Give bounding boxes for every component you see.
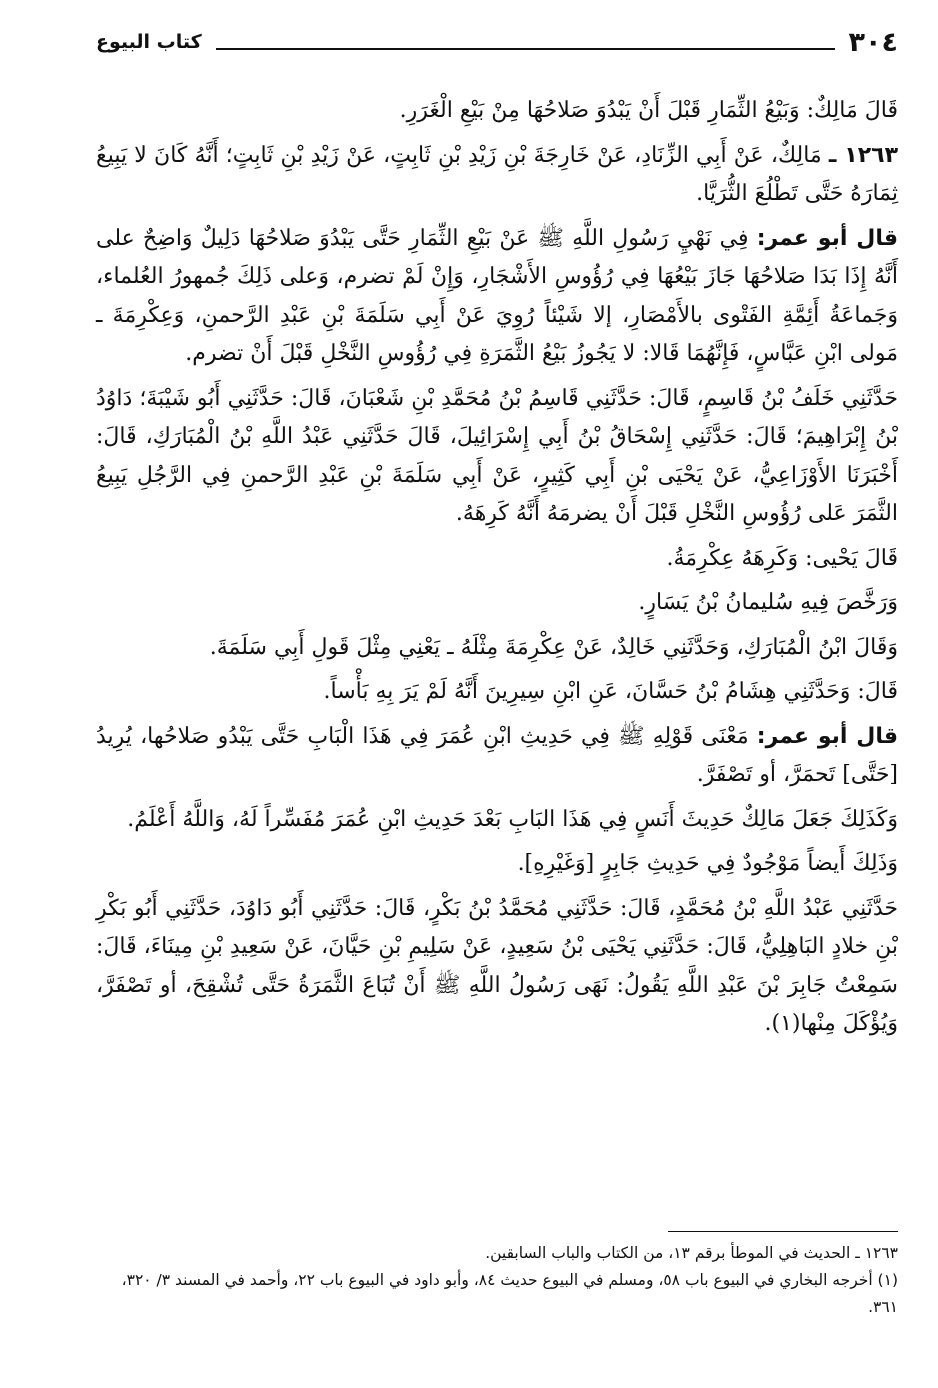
header-rule <box>216 48 835 50</box>
paragraph <box>96 673 898 712</box>
speaker-lead: قال أبو عمر: <box>756 723 898 749</box>
paragraph-text: قَالَ يَحْيى: وَكَرِهَهُ عِكْرِمَةُ. <box>666 545 898 571</box>
footnote: (١) أخرجه البخاري في البيوع باب ٥٨، ومسلم في البيوع حديث ٨٤، وأبو داود في البيوع باب ٢٢، وأحمد في المسند ٣/ ٣٢٠، ٣٦١. <box>121 1271 898 1316</box>
paragraph-text: وَكَذَلِكَ جَعَلَ مَالِكٌ حَدِيثَ أَنَسٍ فِي هَذَا البَابِ بَعْدَ حَدِيثِ ابْنِ عُمَرَ مُفَسِّراً لَهُ، وَاللَّهُ أَعْلَمُ. <box>127 806 898 832</box>
paragraph-text: مَعْنَى قَوْلِهِ ﷺ فِي حَدِيثِ ابْنِ عُمَرَ فِي هَذَا الْبَابِ حَتَّى يَبْدُو صَلاحُها، يُرِيدُ [حَتَّى] تَحمَرَّ، أو تَصْفَرَّ. <box>96 723 898 787</box>
paragraph <box>96 801 898 840</box>
paragraph <box>96 890 898 1044</box>
paragraph <box>96 584 898 623</box>
paragraph <box>96 220 898 374</box>
paragraph <box>96 137 898 214</box>
paragraph-text: قَالَ: وَحَدَّثَنِي هِشَامُ بْنُ حَسَّانَ، عَنِ ابْنِ سِيرِينَ أَنَّهُ لَمْ يَرَ بِهِ بَأْساً. <box>323 679 898 704</box>
paragraph-text: قَالَ مَالِكٌ: وَبَيْعُ الثِّمَارِ قَبْلَ أَنْ يَبْدُوَ صَلاحُهَا مِنْ بَيْعِ الْغَرَرِ. <box>399 98 898 123</box>
paragraph <box>96 92 898 131</box>
body-text <box>96 92 898 1044</box>
paragraph <box>96 718 898 795</box>
paragraph-text: وَذَلِكَ أَيضاً مَوْجُودٌ فِي حَدِيثِ جَابِرٍ [وَغَيْرِهِ]. <box>517 851 898 876</box>
footnote: ١٢٦٣ ـ الحديث في الموطأ برقم ١٣، من الكتاب والباب السابقين. <box>485 1244 898 1262</box>
speaker-lead: قال أبو عمر: <box>756 225 898 251</box>
paragraph-text: وَقَالَ ابْنُ الْمُبَارَكِ، وَحَدَّثَنِي خَالِدٌ، عَنْ عِكْرِمَةَ مِثْلَهُ ـ يَعْنِي مِثْلَ قَولِ أَبِي سَلَمَةَ. <box>209 634 898 660</box>
page-number: ٣٠٤ <box>848 26 898 58</box>
running-head <box>96 18 898 66</box>
paragraph <box>96 380 898 534</box>
paragraph-text: مَالِكٌ، عَنْ أَبِي الزِّنَادِ، عَنْ خَارِجَةَ بْنِ زَيْدِ بْنِ ثَابِتٍ، عَنْ زَيْدِ بْنِ ثَابِتٍ؛ أَنَّهُ كَانَ لا يَبِيعُ ثِمَارَهُ حَتَّى تَطْلُعَ الثُّرَيَّا. <box>96 142 898 206</box>
paragraph-text: حَدَّثَنِي عَبْدُ اللَّهِ بْنُ مُحَمَّدٍ، قَالَ: حَدَّثَنِي مُحَمَّدُ بْنُ بَكْرٍ، قَالَ: حَدَّثَنِي أَبُو دَاوُدَ، حَدَّثَنِي أَبُو بَكْرِ بْنِ خلادٍ البَاهِلِيُّ، قَالَ: حَدَّثَنِي يَحْيَى بْنُ سَعِيدٍ، عَنْ سَلِيمِ بْنِ حَيَّانَ، عَنْ سَعِيدِ بْنِ مِينَاءَ، قَالَ: سَمِعْتُ جَابِرَ بْنَ عَبْدِ اللَّهِ يَقُولُ: نَهَى رَسُولُ اللَّهِ ﷺ أَنْ تُبَاعَ الثَّمَرَةُ حَتَّى تُشْقِحَ، أو تَصْفَرَّ، وَيُؤْكَلَ مِنْها(١). <box>96 895 898 1036</box>
paragraph <box>96 540 898 579</box>
page <box>96 18 898 1368</box>
hadith-number: ١٢٦٣ ـ <box>828 142 899 168</box>
paragraph-text: فِي نَهْيِ رَسُولِ اللَّهِ ﷺ عَنْ بَيْعِ الثِّمَارِ حَتَّى يَبْدُوَ صَلاحُهَا دَلِيلٌ وَاضِحٌ على أَنَّهُ إِذَا بَدَا صَلاحُهَا جَازَ بَيْعُهَا فِي رُؤُوسِ الأَشْجَارِ، وَإِنْ لَمْ تضرم، وَعلى ذَلِكَ جُمهورُ العُلماء، وَجَماعَةُ أَئِمَّةِ الفَتْوى بالأَمْصَارِ، إلا شَيْئاً رُوِيَ عَنْ أَبِي سَلَمَةَ بْنِ عَبْدِ الرَّحمنِ، وَعِكْرِمَةَ ـ مَولى ابْنِ عَبَّاسٍ، فَإِنَّهُمَا قَالا: لا يَجُوزُ بَيْعُ الثَّمَرَةِ فِي رُؤُوسِ النَّخْلِ قَبْلَ أَنْ تضرم. <box>96 225 898 366</box>
paragraph-text: وَرَخَّصَ فِيهِ سُليمانُ بْنُ يَسَارٍ. <box>638 590 898 615</box>
paragraph <box>96 629 898 668</box>
paragraph <box>96 845 898 884</box>
footnote-rule <box>668 1231 898 1232</box>
paragraph-text: حَدَّثَنِي خَلَفُ بْنُ قَاسِمٍ، قَالَ: حَدَّثَنِي قَاسِمُ بْنُ مُحَمَّدِ بْنِ شَعْبَانَ، قَالَ: حَدَّثَنِي أَبُو شَيْبَةَ؛ دَاوُدُ بْنُ إِبْرَاهِيمَ؛ قَالَ: حَدَّثَنِي إِسْحَاقُ بْنُ أَبِي إِسْرَائِيلَ، قَالَ حَدَّثَنِي عَبْدُ اللَّهِ بْنُ الْمُبَارَكِ، قَالَ: أَخْبَرَنَا الأَوْزَاعِيُّ، عَنْ يَحْيَى بْنِ أَبِي كَثِيرٍ، عَنْ أَبِي سَلَمَةَ بْنِ عَبْدِ الرَّحمنِ فِي الرَّجُلِ يَبِيعُ الثَّمَرَ عَلى رُؤُوسِ النَّخْلِ قَبْلَ أَنْ يضرمَهُ أَنَّهُ كَرِهَهُ. <box>96 385 898 526</box>
footnotes <box>96 1231 898 1321</box>
book-title: كتاب البيوع <box>96 31 202 53</box>
